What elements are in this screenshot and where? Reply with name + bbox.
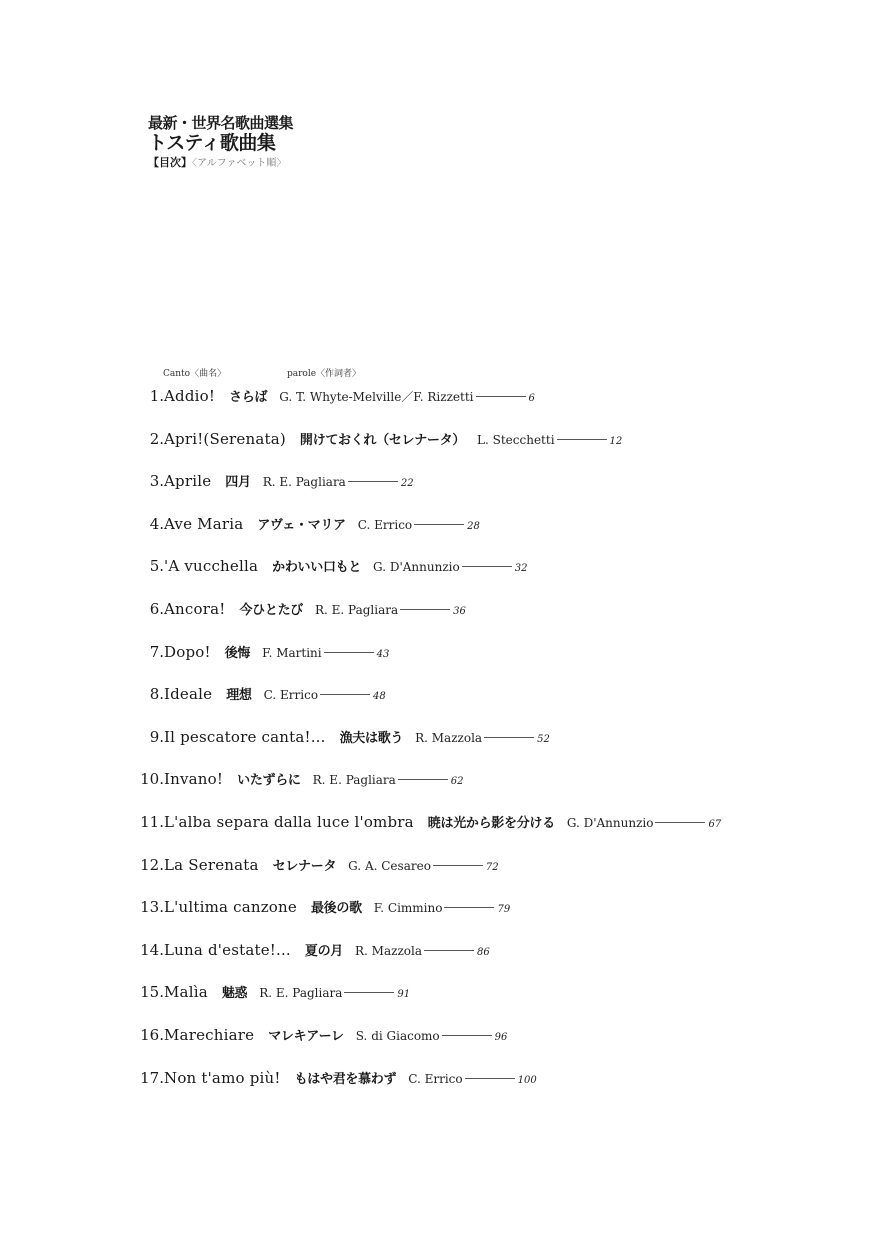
entry-page-number: 52 — [537, 733, 550, 745]
book-title: トスティ歌曲集 — [148, 132, 276, 154]
contents-entry — [0, 471, 414, 490]
page-header — [148, 114, 293, 171]
entry-page-number: 72 — [485, 861, 499, 873]
dot-leader — [476, 396, 526, 397]
series-title: 最新・世界名歌曲選集 — [148, 114, 294, 132]
entry-number: 10. — [140, 770, 164, 789]
entry-number: 1. — [149, 387, 164, 405]
entry-japanese-title: 今ひとたび — [239, 603, 303, 618]
contents-entry — [0, 642, 389, 661]
entry-number: 15. — [140, 983, 164, 1002]
entry-italian-title: Aprile — [164, 472, 212, 491]
entry-italian-title: Non t'amo più! — [164, 1068, 281, 1087]
entry-japanese-title: 後悔 — [224, 645, 251, 661]
contents-label: 【目次】 — [148, 156, 192, 169]
entry-page-number: 96 — [494, 1032, 508, 1043]
dot-leader — [414, 524, 464, 525]
entry-lyricist: S. di Giacomo — [355, 1029, 440, 1043]
entry-number: 16. — [140, 1026, 164, 1044]
entry-page-number: 100 — [517, 1074, 537, 1086]
dot-leader — [655, 822, 705, 823]
dot-leader — [424, 950, 474, 951]
entry-italian-title: L'alba separa dalla luce l'ombra — [164, 813, 414, 831]
entry-number: 2. — [149, 429, 164, 448]
entry-lyricist: R. E. Pagliara — [259, 986, 343, 1001]
entry-italian-title: Ideale — [164, 685, 213, 704]
entry-japanese-title: 開けておくれ（セレナータ） — [299, 432, 466, 448]
entry-page-number: 91 — [397, 989, 411, 1001]
entry-number: 17. — [140, 1068, 164, 1087]
entry-italian-title: Ancora! — [164, 600, 226, 618]
entry-lyricist: C. Errico — [357, 517, 413, 532]
entry-japanese-title: 四月 — [225, 475, 251, 491]
contents-entry — [0, 1068, 537, 1087]
entry-lyricist: C. Errico — [408, 1071, 463, 1086]
entry-japanese-title: マレキアーレ — [268, 1029, 344, 1044]
column-header-parole: parole〈作詞者〉 — [287, 369, 362, 379]
entry-number: 12. — [140, 855, 164, 874]
dot-leader — [398, 779, 448, 780]
entry-lyricist: R. Mazzola — [355, 943, 422, 958]
entry-italian-title: Apri!(Serenata) — [164, 429, 286, 448]
entry-lyricist: L. Stecchetti — [477, 432, 555, 447]
contents-entry — [0, 769, 464, 788]
entry-number: 14. — [140, 940, 164, 959]
entry-japanese-title: いたずらに — [237, 773, 301, 789]
entry-italian-title: La Serenata — [164, 855, 259, 874]
entry-page-number: 36 — [453, 606, 466, 617]
entry-number: 4. — [149, 514, 164, 533]
entry-italian-title: Dopo! — [164, 642, 211, 661]
entry-page-number: 79 — [497, 904, 511, 916]
contents-entry — [0, 684, 386, 703]
dot-leader — [348, 481, 398, 482]
entry-page-number: 43 — [376, 648, 390, 660]
entry-italian-title: Il pescatore canta!... — [164, 727, 326, 746]
entry-page-number: 28 — [467, 520, 480, 532]
dot-leader — [484, 737, 534, 738]
entry-lyricist: F. Cimmino — [373, 901, 443, 916]
entry-italian-title: 'A vucchella — [164, 557, 259, 576]
contents-entry — [0, 386, 535, 405]
entry-japanese-title: アヴェ・マリア — [257, 517, 346, 533]
entry-lyricist: R. E. Pagliara — [262, 475, 346, 490]
dot-leader — [462, 566, 512, 567]
entry-number: 13. — [140, 898, 164, 917]
entry-japanese-title: 漁夫は歌う — [339, 730, 404, 746]
dot-leader — [444, 907, 494, 908]
entry-number: 6. — [149, 600, 164, 618]
dot-leader — [465, 1078, 515, 1079]
entry-lyricist: G. T. Whyte-Melville／F. Rizzetti — [279, 390, 474, 404]
entry-lyricist: R. Mazzola — [415, 730, 483, 745]
entry-japanese-title: 理想 — [226, 688, 252, 704]
dot-leader — [400, 609, 450, 610]
entry-page-number: 86 — [476, 946, 490, 958]
dot-leader — [433, 865, 483, 866]
contents-entry — [0, 514, 480, 533]
entry-lyricist: C. Errico — [263, 688, 319, 703]
entry-japanese-title: さらば — [229, 390, 268, 405]
entry-number: 8. — [149, 685, 164, 704]
contents-entry — [0, 855, 499, 874]
entry-lyricist: R. E. Pagliara — [314, 603, 399, 617]
entry-italian-title: Marechiare — [164, 1026, 255, 1044]
entry-japanese-title: もはや君を慕わず — [294, 1071, 397, 1087]
entry-italian-title: Malìa — [164, 983, 208, 1002]
entry-japanese-title: 最後の歌 — [310, 901, 362, 917]
entry-japanese-title: 魅惑 — [221, 986, 248, 1002]
entry-number: 5. — [149, 557, 164, 576]
contents-entry — [0, 556, 527, 575]
entry-page-number: 48 — [373, 691, 386, 703]
entry-number: 9. — [149, 727, 164, 746]
dot-leader — [320, 694, 370, 695]
entry-italian-title: Luna d'estate!... — [164, 940, 291, 959]
entry-page-number: 12 — [609, 435, 623, 447]
dot-leader — [557, 439, 607, 440]
dot-leader — [442, 1035, 492, 1036]
entry-page-number: 62 — [450, 776, 464, 788]
contents-entry — [0, 429, 622, 448]
contents-entry — [0, 727, 550, 746]
entry-italian-title: Ave Maria — [164, 514, 244, 533]
entry-japanese-title: 夏の月 — [304, 943, 344, 959]
entry-number: 11. — [140, 813, 164, 831]
contents-entry — [0, 599, 466, 618]
contents-entry — [0, 982, 410, 1001]
entry-number: 7. — [149, 642, 164, 661]
entry-japanese-title: 暁は光から影を分ける — [427, 816, 555, 831]
dot-leader — [324, 652, 374, 653]
entry-lyricist: R. E. Pagliara — [312, 773, 396, 788]
contents-entry — [0, 812, 721, 831]
entry-japanese-title: かわいい口もと — [272, 560, 362, 576]
entry-japanese-title: セレナータ — [272, 858, 337, 874]
entry-lyricist: F. Martini — [262, 645, 322, 660]
entry-lyricist: G. D'Annunzio — [566, 816, 654, 830]
contents-note: 〈アルファベット順〉 — [192, 158, 287, 169]
contents-entry — [0, 1025, 507, 1044]
entry-italian-title: Invano! — [164, 770, 224, 789]
entry-page-number: 6 — [528, 393, 535, 404]
entry-lyricist: G. D'Annunzio — [373, 560, 460, 575]
entry-italian-title: L'ultima canzone — [164, 898, 297, 917]
contents-entry — [0, 940, 490, 959]
column-header-canto: Canto〈曲名〉 — [163, 369, 227, 379]
entry-italian-title: Addio! — [164, 387, 216, 405]
contents-heading — [148, 156, 293, 171]
entry-lyricist: G. A. Cesareo — [348, 858, 431, 873]
dot-leader — [344, 992, 394, 993]
entry-page-number: 32 — [514, 563, 528, 575]
entry-number: 3. — [149, 472, 164, 491]
entry-page-number: 22 — [400, 478, 414, 490]
entry-page-number: 67 — [708, 819, 722, 830]
contents-entry — [0, 897, 510, 916]
